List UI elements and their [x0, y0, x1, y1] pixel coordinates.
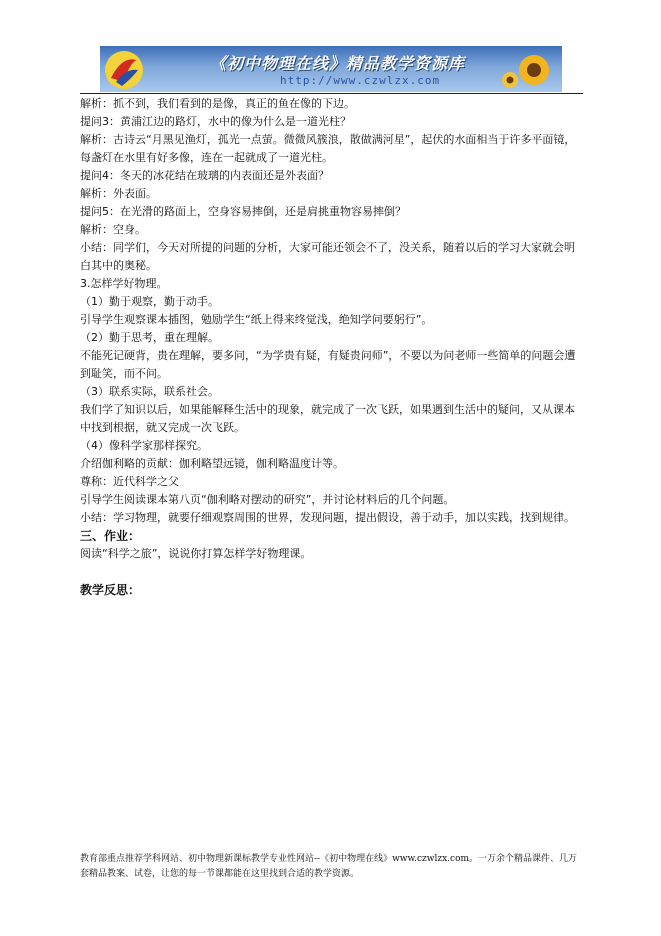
paragraph: 提问4：冬天的冰花结在玻璃的内表面还是外表面？: [80, 169, 329, 182]
paragraph: 我们学了知识以后，如果能解释生活中的现象，就完成了一次飞跃，如果遇到生活中的疑问，又从课本中找到根据，就又完成一次飞跃。: [80, 403, 575, 434]
homework-text: 阅读“科学之旅”，说说你打算怎样学好物理课。: [80, 547, 312, 560]
paragraph: 不能死记硬背，贵在理解，要多问，“为学贵有疑，有疑贵问师”，不要以为问老师一些简单的问题会遭到耻笑，而不问。: [80, 349, 576, 380]
paragraph: （3）联系实际，联系社会。: [80, 385, 219, 398]
paragraph: 解析：抓不到，我们看到的是像，真正的鱼在像的下边。: [80, 97, 355, 110]
paragraph: 3.怎样学好物理。: [80, 277, 168, 290]
paragraph: （2）勤于思考，重在理解。: [80, 331, 219, 344]
paragraph: 小结：同学们，今天对所提的问题的分析，大家可能还领会不了，没关系，随着以后的学习大家就会明白其中的奥秘。: [80, 241, 575, 272]
sunflower-icon: [498, 50, 558, 90]
paragraph: （1）勤于观察，勤于动手。: [80, 295, 219, 308]
paragraph: 引导学生观察课本插图，勉励学生“纸上得来终觉浅，绝知学问要躬行”。: [80, 313, 433, 326]
document-body: [80, 95, 585, 599]
page-footer: 教育部重点推荐学科网站、初中物理新课标教学专业性网站--《初中物理在线》www.czwlzx.com。一万余个精品课件、几万套精品教案、试卷，让您的每一节课都能在这里找到合适的教学资源。: [80, 854, 578, 879]
paragraph: 引导学生阅读课本第八页“伽利略对摆动的研究”，并讨论材料后的几个问题。: [80, 493, 455, 506]
site-logo: [102, 48, 146, 90]
paragraph: （4）像科学家那样探究。: [80, 439, 208, 452]
paragraph: 提问3：黄浦江边的路灯，水中的像为什么是一道光柱？: [80, 115, 351, 128]
paragraph: 解析：古诗云“月黑见渔灯，孤光一点萤。微微风簇浪，散做满河星”，起伏的水面相当于许多平面镜，每盏灯在水里有好多像，连在一起就成了一道光柱。: [80, 133, 576, 164]
paragraph: 小结：学习物理，就要仔细观察周围的世界，发现问题，提出假设，善于动手，加以实践，找到规律。: [80, 511, 575, 524]
site-title: 《初中物理在线》精品教学资源库: [210, 54, 466, 73]
paragraph: 介绍伽利略的贡献：伽利略望远镜，伽利略温度计等。: [80, 457, 344, 470]
paragraph: 解析：空身。: [80, 223, 146, 236]
homework-heading: 三、作业：: [80, 529, 141, 543]
blank-line: [80, 563, 585, 581]
header-banner: [100, 46, 562, 92]
reflection-heading: 教学反思：: [80, 583, 141, 597]
site-url[interactable]: http://www.czwlzx.com: [280, 74, 441, 87]
paragraph: 提问5：在光滑的路面上，空身容易摔倒，还是肩挑重物容易摔倒？: [80, 205, 406, 218]
paragraph: 解析：外表面。: [80, 187, 157, 200]
header-divider: [80, 93, 583, 94]
paragraph: 尊称：近代科学之父: [80, 475, 179, 488]
